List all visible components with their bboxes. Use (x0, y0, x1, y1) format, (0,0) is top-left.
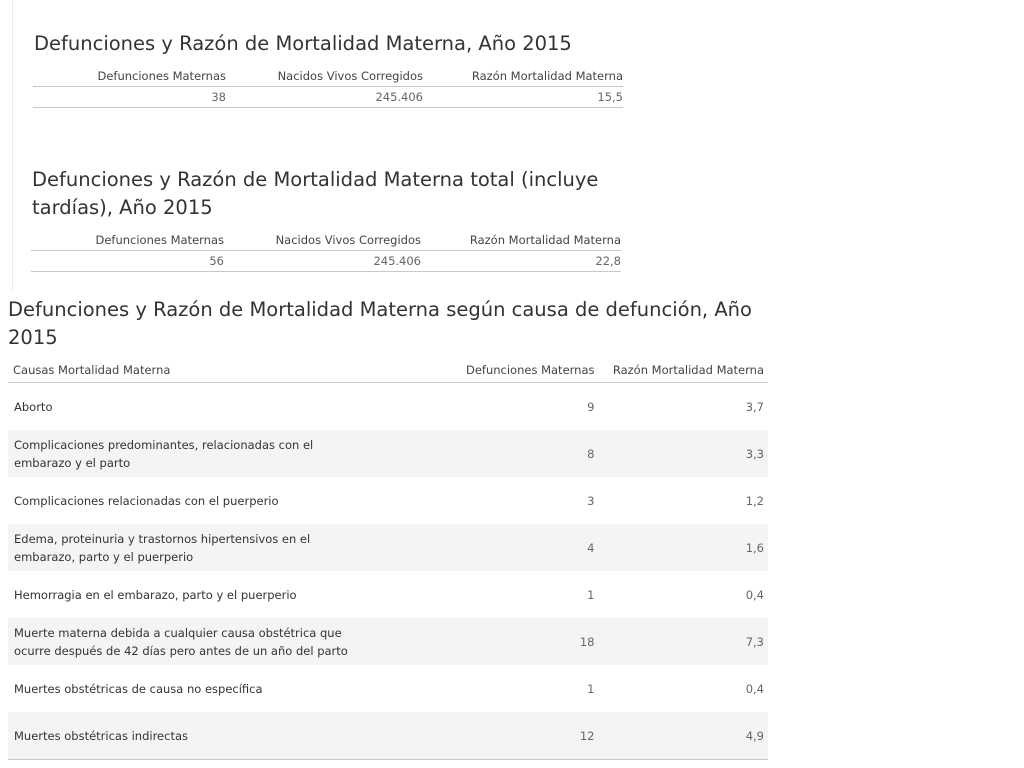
cause-label: Edema, proteinuria y trastornos hipertensivos en el embarazo, parto y el puerperio (8, 524, 429, 571)
cause-deaths: 8 (429, 430, 599, 477)
table2-ratio-value: 22,8 (421, 251, 621, 272)
cause-ratio: 1,2 (745, 493, 764, 508)
cause-deaths: 9 (587, 399, 595, 414)
table2-col-ratio: Razón Mortalidad Materna (421, 230, 621, 251)
table2-title: Defunciones y Razón de Mortalidad Materna total (incluye tardías), Año 2015 (32, 168, 599, 219)
table-row (8, 571, 768, 618)
cause-ratio: 7,3 (599, 618, 769, 665)
table-row (8, 712, 768, 760)
table1-col-ratio: Razón Mortalidad Materna (423, 66, 623, 87)
table1-ratio-value: 15,5 (423, 87, 623, 108)
table-row (33, 87, 623, 108)
causes-col-deaths: Defunciones Maternas (429, 358, 599, 383)
table-row (8, 665, 768, 712)
table-row (8, 383, 768, 431)
cause-ratio: 3,7 (745, 399, 764, 414)
causes-table (8, 358, 768, 760)
table1-header-row (33, 66, 623, 87)
table1 (33, 66, 623, 108)
cause-deaths: 4 (429, 524, 599, 571)
cause-deaths: 12 (429, 712, 599, 760)
table2-births-value: 245.406 (224, 251, 421, 272)
causes-header-row (8, 358, 768, 383)
table2-deaths-value: 56 (31, 251, 224, 272)
table3-title: Defunciones y Razón de Mortalidad Materna según causa de defunción, Año 2015 (8, 298, 752, 349)
table1-col-deaths: Defunciones Maternas (33, 66, 226, 87)
table-row (8, 477, 768, 524)
causes-col-ratio: Razón Mortalidad Materna (599, 358, 769, 383)
table-row (8, 430, 768, 477)
table2-header-row (31, 230, 621, 251)
cause-label: Hemorragia en el embarazo, parto y el puerperio (14, 587, 297, 602)
table-row (8, 524, 768, 571)
table1-col-births: Nacidos Vivos Corregidos (226, 66, 423, 87)
cause-deaths: 1 (587, 681, 595, 696)
table-row (31, 251, 621, 272)
table2-col-deaths: Defunciones Maternas (31, 230, 224, 251)
causes-col-cause: Causas Mortalidad Materna (8, 358, 429, 383)
cause-ratio: 0,4 (745, 681, 764, 696)
cause-ratio: 3,3 (599, 430, 769, 477)
cause-label: Muertes obstétricas de causa no específica (14, 681, 263, 696)
table1-births-value: 245.406 (226, 87, 423, 108)
table-row (8, 618, 768, 665)
cause-ratio: 1,6 (599, 524, 769, 571)
cause-ratio: 0,4 (745, 587, 764, 602)
cause-ratio: 4,9 (599, 712, 769, 760)
cause-deaths: 1 (587, 587, 595, 602)
divider-line (12, 0, 13, 292)
table1-title: Defunciones y Razón de Mortalidad Materna, Año 2015 (34, 32, 572, 55)
cause-deaths: 18 (429, 618, 599, 665)
table2-col-births: Nacidos Vivos Corregidos (224, 230, 421, 251)
table2 (31, 230, 621, 272)
cause-label: Muerte materna debida a cualquier causa obstétrica que ocurre después de 42 días pero antes de un año del parto (8, 618, 429, 665)
cause-label: Complicaciones predominantes, relacionadas con el embarazo y el parto (8, 430, 429, 477)
cause-label: Muertes obstétricas indirectas (8, 712, 429, 760)
cause-label: Complicaciones relacionadas con el puerperio (14, 493, 279, 508)
table1-deaths-value: 38 (33, 87, 226, 108)
cause-label: Aborto (14, 399, 53, 414)
cause-deaths: 3 (587, 493, 595, 508)
